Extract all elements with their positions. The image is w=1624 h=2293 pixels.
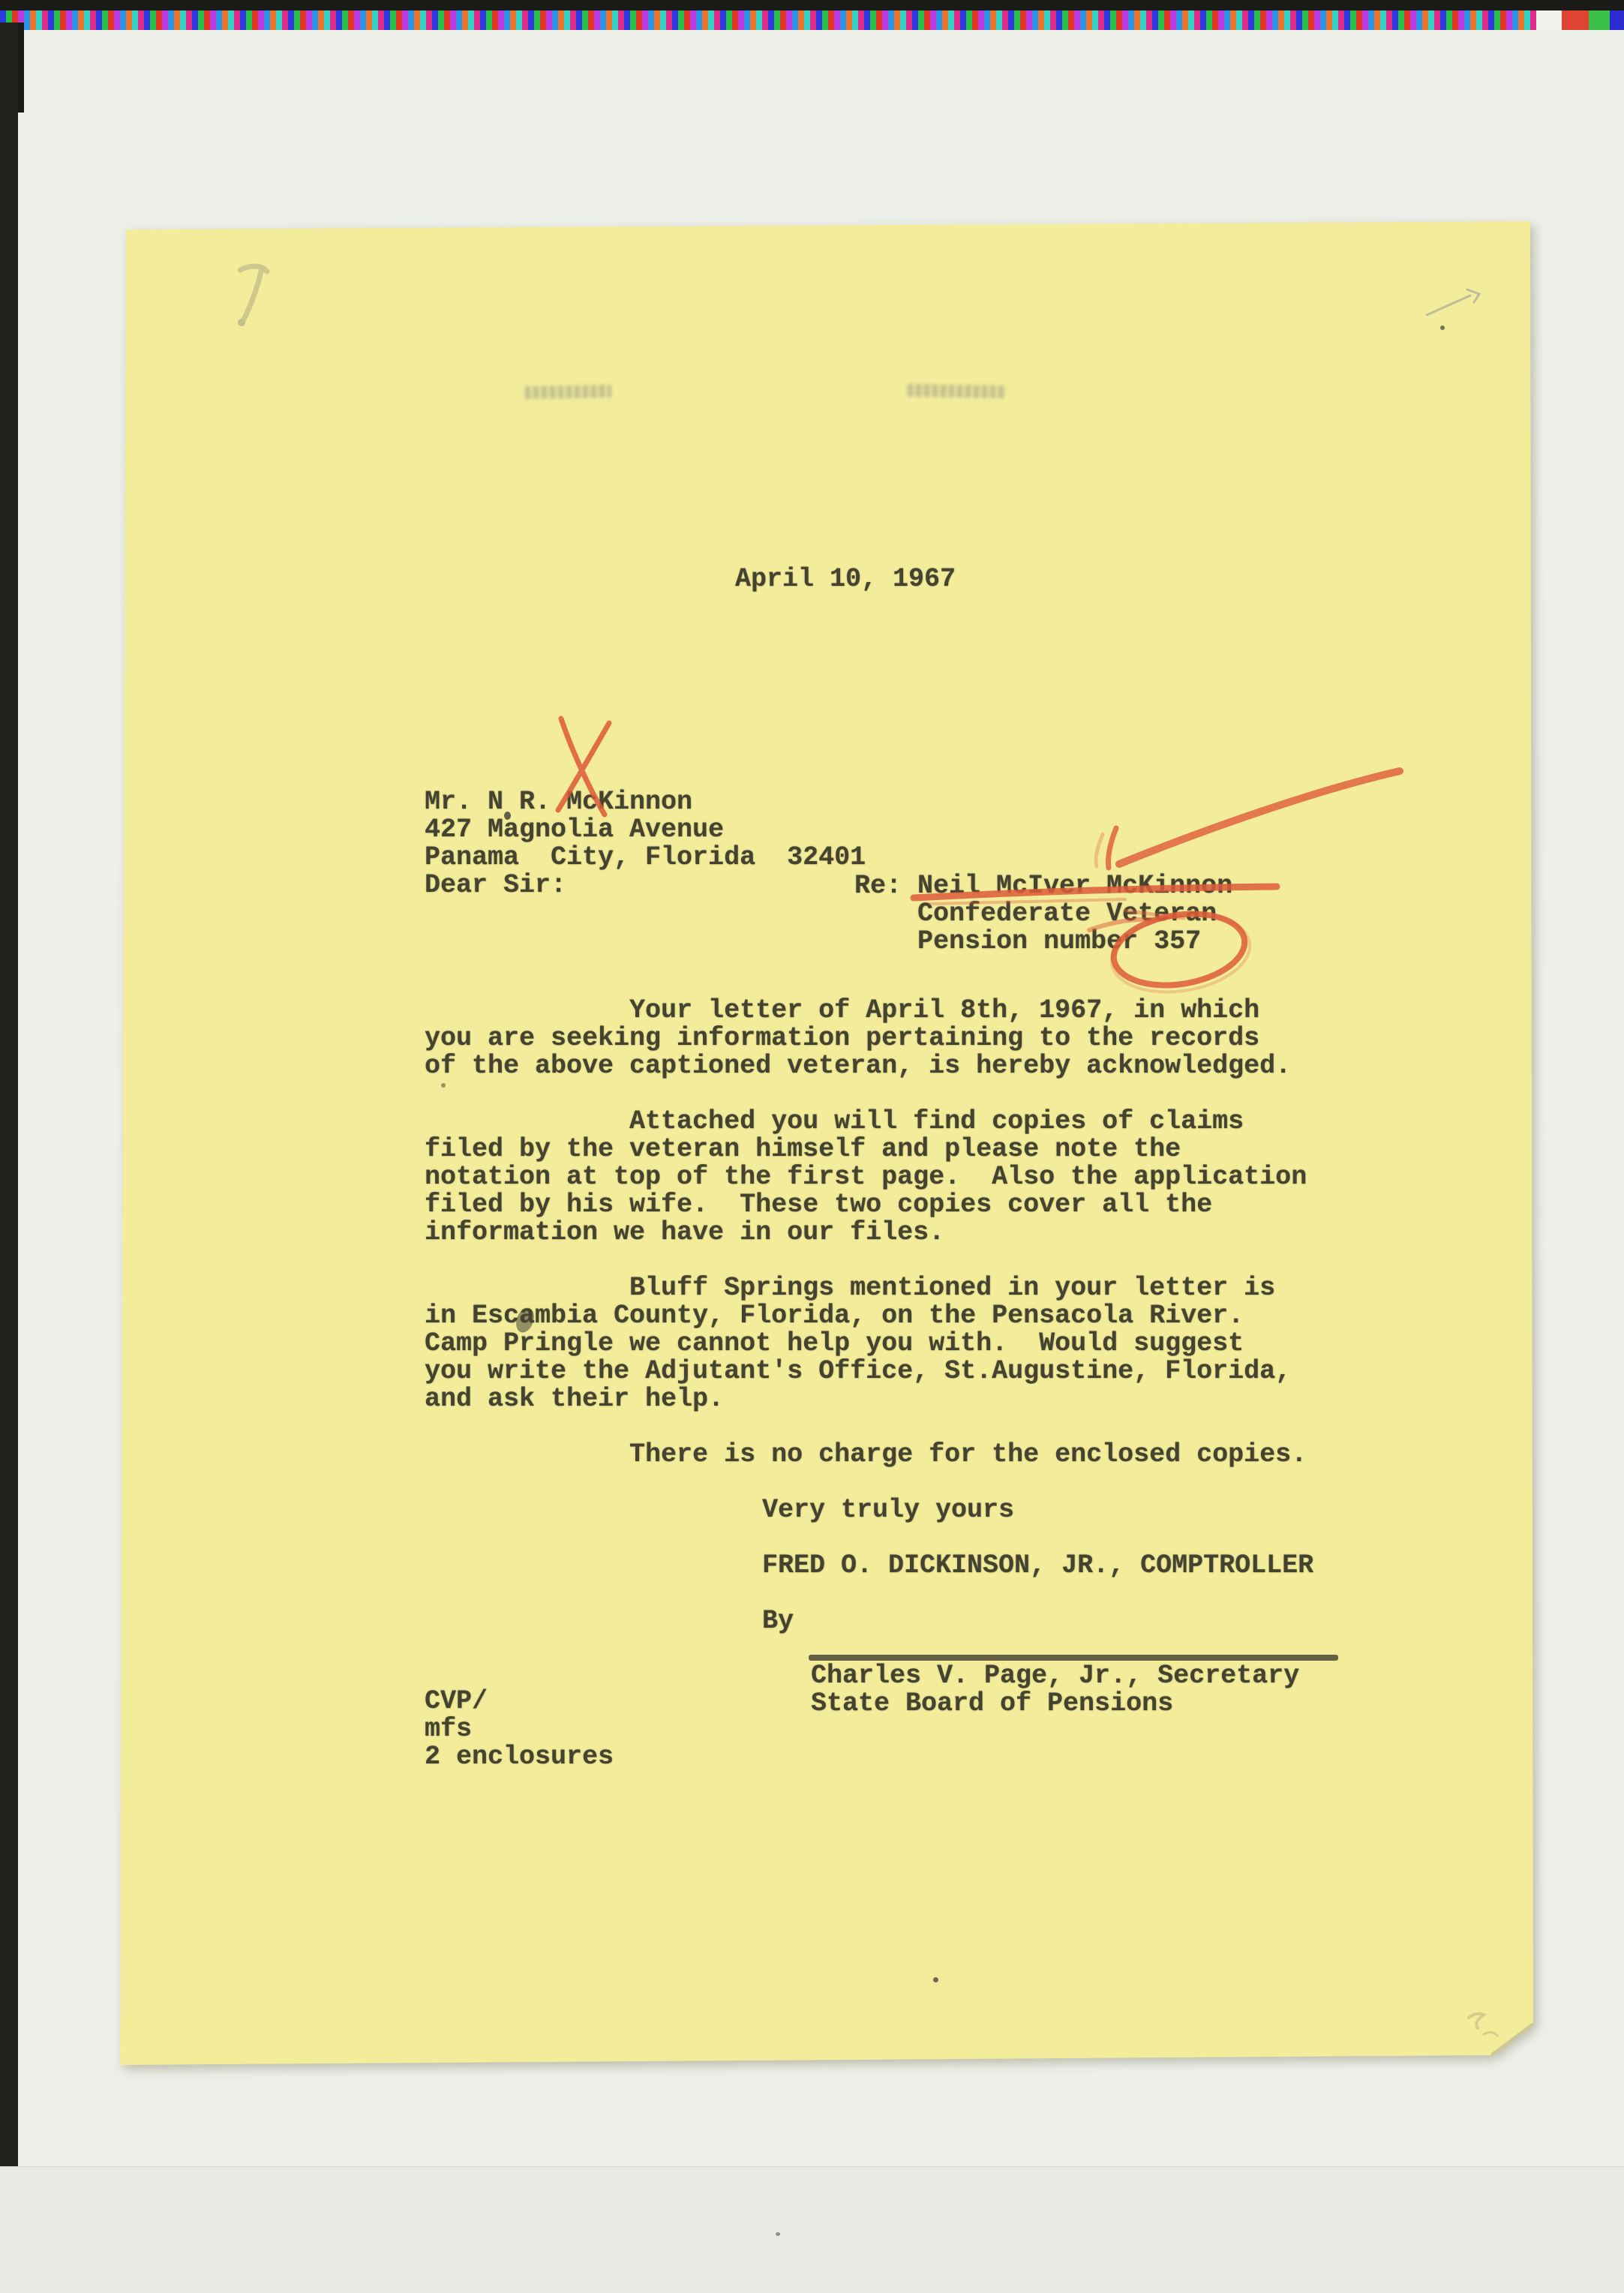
no-charge-line: There is no charge for the enclosed copies. bbox=[425, 1439, 1307, 1469]
typist-initials: mfs bbox=[425, 1714, 473, 1744]
red-underline-annotation bbox=[914, 887, 1277, 904]
salutation: Dear Sir: bbox=[425, 870, 567, 900]
signature-name: Charles V. Page, Jr., Secretary bbox=[811, 1661, 1300, 1691]
red-circle-annotation bbox=[1089, 905, 1256, 1001]
reference-initials: CVP/ bbox=[425, 1686, 488, 1716]
by-label: By bbox=[762, 1606, 794, 1636]
signer-line: FRED O. DICKINSON, JR., COMPTROLLER bbox=[762, 1550, 1314, 1580]
recipient-address: Mr. N R. McKinnon 427 Magnolia Avenue Panama City, Florida 32401 bbox=[425, 787, 866, 872]
body-paragraph-1: Your letter of April 8th, 1967, in which you are seeking information pertaining to the records of the above captioned veteran, is hereby acknowledged. bbox=[425, 995, 1292, 1081]
enclosure-note: 2 enclosures bbox=[425, 1742, 614, 1772]
red-x-annotation bbox=[558, 719, 609, 815]
signature-org: State Board of Pensions bbox=[811, 1688, 1174, 1718]
body-paragraph-2: Attached you will find copies of claims filed by the veteran himself and please note the notation at top of the first page. Also the application filed by his wife. These two copies cover all the information we have in our files. bbox=[425, 1106, 1307, 1247]
closing-line: Very truly yours bbox=[762, 1495, 1015, 1525]
date-line: April 10, 1967 bbox=[735, 564, 956, 594]
body-paragraph-3: Bluff Springs mentioned in your letter is in Escambia County, Florida, on the Pensacola River. Camp Pringle we cannot help you with. Would suggest you write the Adjutant's Office, St.Augustine, Florida, and ask their help. bbox=[425, 1273, 1292, 1414]
red-check-annotation bbox=[1096, 771, 1400, 868]
reference-block: Re: Neil McIver McKinnon Confederate Veteran Pension number 357 bbox=[854, 871, 1233, 956]
